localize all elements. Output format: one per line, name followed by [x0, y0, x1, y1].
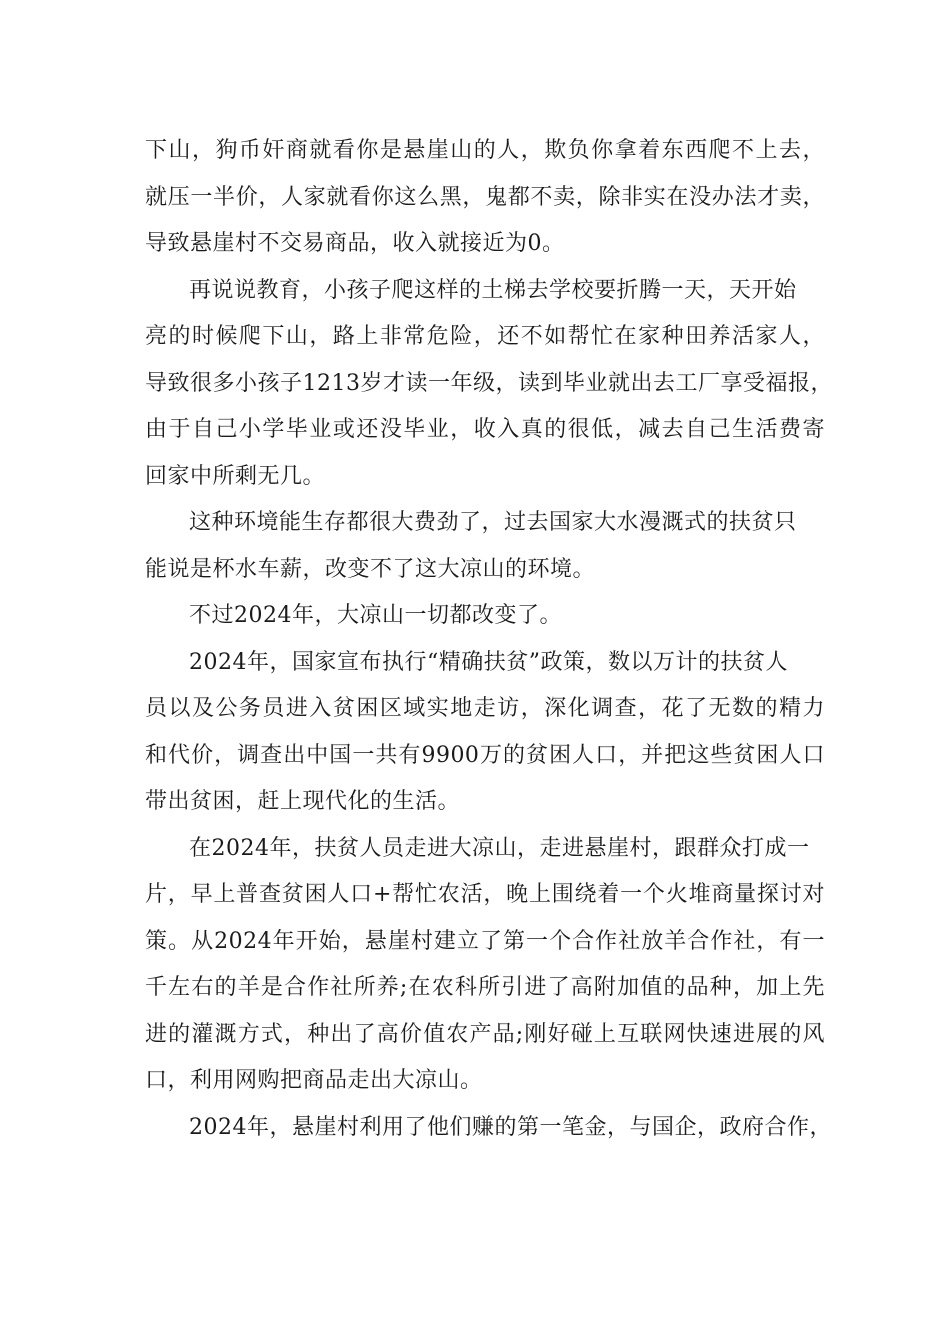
- text-line: 导致很多小孩子1213岁才读一年级，读到毕业就出去工厂享受福报，: [145, 370, 833, 396]
- text-line: 在2024年，扶贫人员走进大凉山，走进悬崖村，跟群众打成一: [189, 835, 810, 861]
- text-line: 带出贫困，赶上现代化的生活。: [145, 789, 461, 814]
- text-line: 口，利用网购把商品走出大凉山。: [145, 1068, 483, 1093]
- text-line: 这种环境能生存都很大费劲了，过去国家大水漫溉式的扶贫只: [189, 510, 797, 535]
- text-line: 和代价，调查出中国一共有9900万的贫困人口，并把这些贫困人口: [145, 742, 825, 768]
- text-line: 导致悬崖村不交易商品，收入就接近为0。: [145, 231, 565, 256]
- text-line: 千左右的羊是合作社所养;在农科所引进了高附加值的品种，加上先: [145, 975, 825, 1000]
- text-line: 由于自己小学毕业或还没毕业，收入真的很低，减去自己生活费寄: [145, 417, 825, 442]
- text-line: 片，早上普查贫困人口+帮忙农活，晚上围绕着一个火堆商量探讨对: [145, 882, 825, 907]
- text-line: 策。从2024年开始，悬崖村建立了第一个合作社放羊合作社，有一: [145, 928, 825, 954]
- text-line: 就压一半价，人家就看你这么黑，鬼都不卖，除非实在没办法才卖，: [145, 184, 825, 210]
- text-line: 员以及公务员进入贫困区域实地走访，深化调查，花了无数的精力: [145, 696, 825, 721]
- text-line: 再说说教育，小孩子爬这样的土梯去学校要折腾一天，天开始: [189, 277, 797, 303]
- body-text: [145, 128, 833, 1151]
- text-line: 下山，狗币奸商就看你是悬崖山的人，欺负你拿着东西爬不上去，: [145, 138, 825, 163]
- text-line: 2024年，国家宣布执行“精确扶贫”政策，数以万计的扶贫人: [189, 649, 788, 675]
- text-line: 进的灌溉方式，种出了高价值农产品;刚好碰上互联网快速进展的风: [145, 1021, 825, 1047]
- text-line: 能说是杯水车薪，改变不了这大凉山的环境。: [145, 556, 596, 582]
- text-line: 回家中所剩无几。: [145, 463, 326, 489]
- text-line: 亮的时候爬下山，路上非常危险，还不如帮忙在家种田养活家人，: [145, 324, 825, 349]
- text-line: 不过2024年，大凉山一切都改变了。: [189, 603, 562, 628]
- text-line: 2024年，悬崖村利用了他们赚的第一笔金，与国企，政府合作，: [189, 1114, 832, 1140]
